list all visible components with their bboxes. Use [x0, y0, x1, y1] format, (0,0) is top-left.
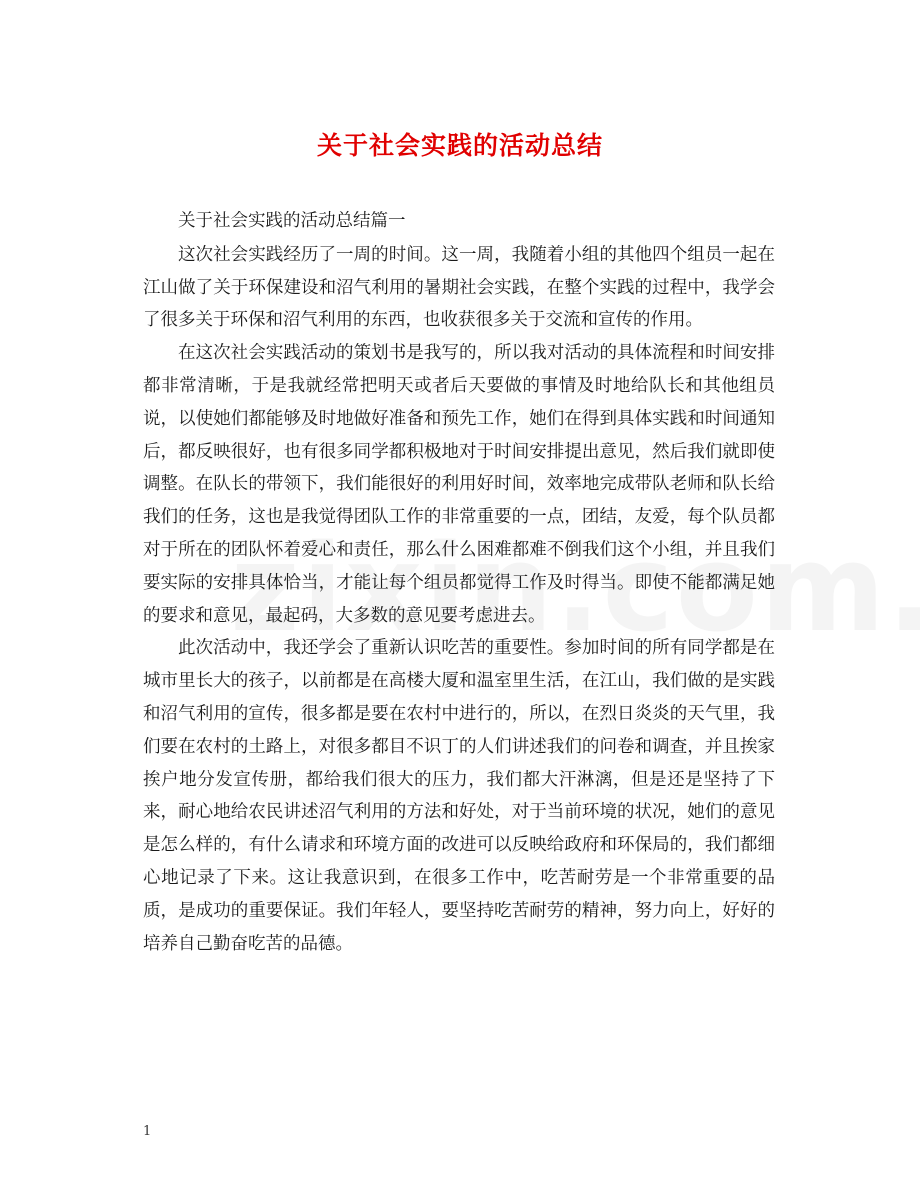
- paragraph-2: 在这次社会实践活动的策划书是我写的，所以我对活动的具体流程和时间安排都非常清晰，于是我就经常把明天或者后天要做的事情及时地给队长和其他组员说，以使她们都能够及时地做好准备和预先工作，她们在得到具体实践和时间通知后，都反映很好，也有很多同学都积极地对于时间安排提出意见，然后我们就即使调整。在队长的带领下，我们能很好的利用好时间，效率地完成带队老师和队长给我们的任务，这也是我觉得团队工作的非常重要的一点，团结，友爱，每个队员都对于所在的团队怀着爱心和责任，那么什么困难都难不倒我们这个小组，并且我们要实际的安排具体恰当，才能让每个组员都觉得工作及时得当。即使不能都满足她的要求和意见，最起码，大多数的意见要考虑进去。: [143, 343, 775, 626]
- paragraph-1: 这次社会实践经历了一周的时间。这一周，我随着小组的其他四个组员一起在江山做了关于环保建设和沼气利用的暑期社会实践，在整个实践的过程中，我学会了很多关于环保和沼气利用的东西，也收获很多关于交流和宣传的作用。: [143, 244, 775, 331]
- paragraph-3: 此次活动中，我还学会了重新认识吃苦的重要性。参加时间的所有同学都是在城市里长大的孩子，以前都是在高楼大厦和温室里生活，在江山，我们做的是实践和沼气利用的宣传，很多都是要在农村中进行的，所以，在烈日炎炎的天气里，我们要在农村的土路上，对很多都目不识丁的人们讲述我们的问卷和调查，并且挨家挨户地分发宣传册，都给我们很大的压力，我们都大汗淋漓，但是还是坚持了下来，耐心地给农民讲述沼气利用的方法和好处，对于当前环境的状况，她们的意见是怎么样的，有什么请求和环境方面的改进可以反映给政府和环保局的，我们都细心地记录了下来。这让我意识到，在很多工作中，吃苦耐劳是一个非常重要的品质，是成功的重要保证。我们年轻人，要坚持吃苦耐劳的精神，努力向上，好好的培养自己勤奋吃苦的品德。: [143, 638, 775, 954]
- document-body: [143, 205, 775, 960]
- section-heading: 关于社会实践的活动总结篇一: [178, 211, 406, 231]
- document-title: 关于社会实践的活动总结: [316, 131, 603, 160]
- page-number: 1: [143, 1124, 152, 1139]
